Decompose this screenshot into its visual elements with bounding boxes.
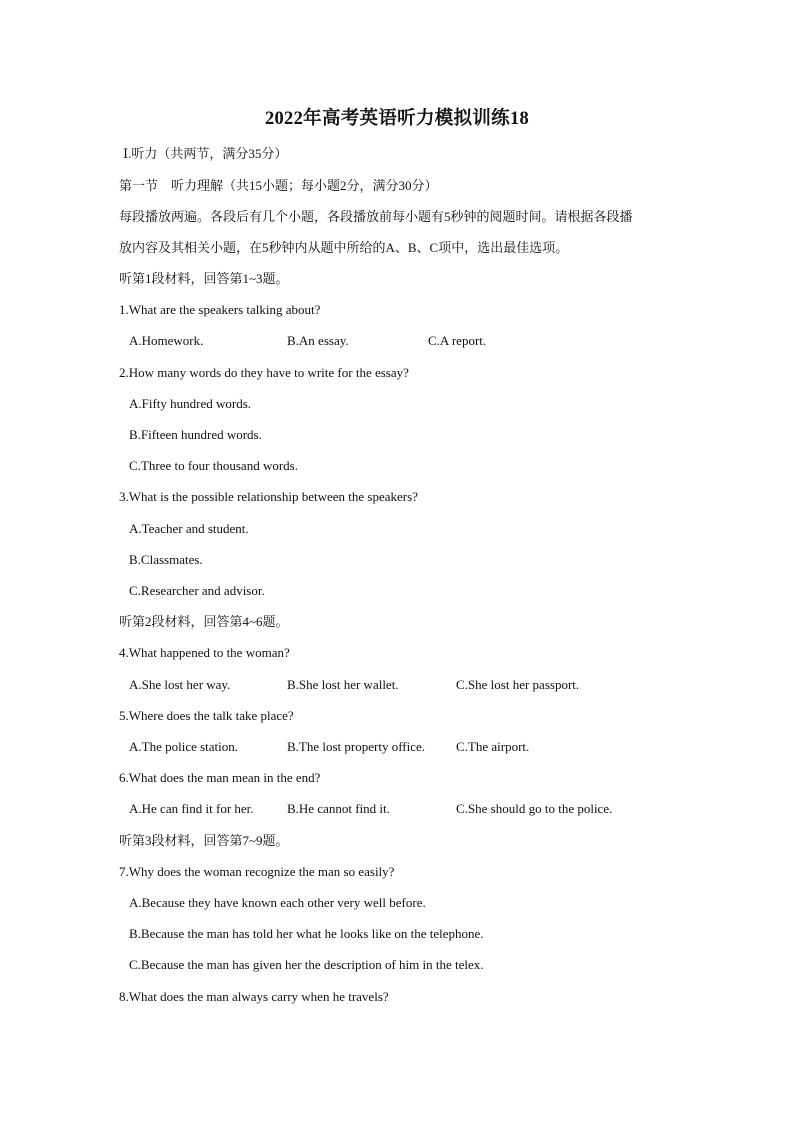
question-stem-3: 3.What is the possible relationship between the speakers? [119, 489, 418, 504]
q7-option-c: C.Because the man has given her the description of him in the telex. [129, 957, 484, 972]
q4-option-c: C.She lost her passport. [456, 677, 580, 692]
q3-option-c: C.Researcher and advisor. [129, 583, 265, 598]
question-stem-6: 6.What does the man mean in the end? [119, 770, 321, 785]
q1-option-c: C.A report. [428, 333, 487, 348]
page-title: 2022年高考英语听力模拟训练18 [264, 109, 530, 129]
q6-option-a: A.He can find it for her. [129, 801, 254, 816]
q6-option-c: C.She should go to the police. [456, 801, 613, 816]
instructions-line-2: 放内容及其相关小题，在5秒钟内从题中所给的A、B、C项中，选出最佳选项。 [119, 240, 569, 255]
q4-option-b: B.She lost her wallet. [287, 677, 399, 692]
q7-option-a: A.Because they have known each other very well before. [129, 895, 426, 910]
part-heading: Ⅰ.听力（共两节，满分35分） [123, 146, 288, 161]
question-stem-2: 2.How many words do they have to write for the essay? [119, 365, 409, 380]
q1-option-a: A.Homework. [129, 333, 204, 348]
q2-option-c: C.Three to four thousand words. [129, 458, 298, 473]
q3-option-b: B.Classmates. [129, 552, 203, 567]
q5-option-b: B.The lost property office. [287, 739, 426, 754]
q6-option-b: B.He cannot find it. [287, 801, 390, 816]
section-heading: 第一节 听力理解（共15小题；每小题2分，满分30分） [119, 178, 438, 193]
q2-option-b: B.Fifteen hundred words. [129, 427, 262, 442]
question-stem-4: 4.What happened to the woman? [119, 645, 290, 660]
q3-option-a: A.Teacher and student. [129, 521, 249, 536]
question-stem-8: 8.What does the man always carry when he travels? [119, 989, 389, 1004]
q5-option-a: A.The police station. [129, 739, 239, 754]
segment-label-3: 听第3段材料，回答第7~9题。 [119, 833, 289, 848]
question-stem-1: 1.What are the speakers talking about? [119, 302, 321, 317]
q7-option-b: B.Because the man has told her what he looks like on the telephone. [129, 926, 484, 941]
q2-option-a: A.Fifty hundred words. [129, 396, 252, 411]
instructions-line-1: 每段播放两遍。各段后有几个小题，各段播放前每小题有5秒钟的阅题时间。请根据各段播 [119, 209, 633, 224]
question-stem-7: 7.Why does the woman recognize the man so easily? [119, 864, 395, 879]
segment-label-1: 听第1段材料，回答第1~3题。 [119, 271, 289, 286]
question-stem-5: 5.Where does the talk take place? [119, 708, 294, 723]
segment-label-2: 听第2段材料，回答第4~6题。 [119, 614, 289, 629]
q5-option-c: C.The airport. [456, 739, 530, 754]
q1-option-b: B.An essay. [287, 333, 349, 348]
q4-option-a: A.She lost her way. [129, 677, 231, 692]
